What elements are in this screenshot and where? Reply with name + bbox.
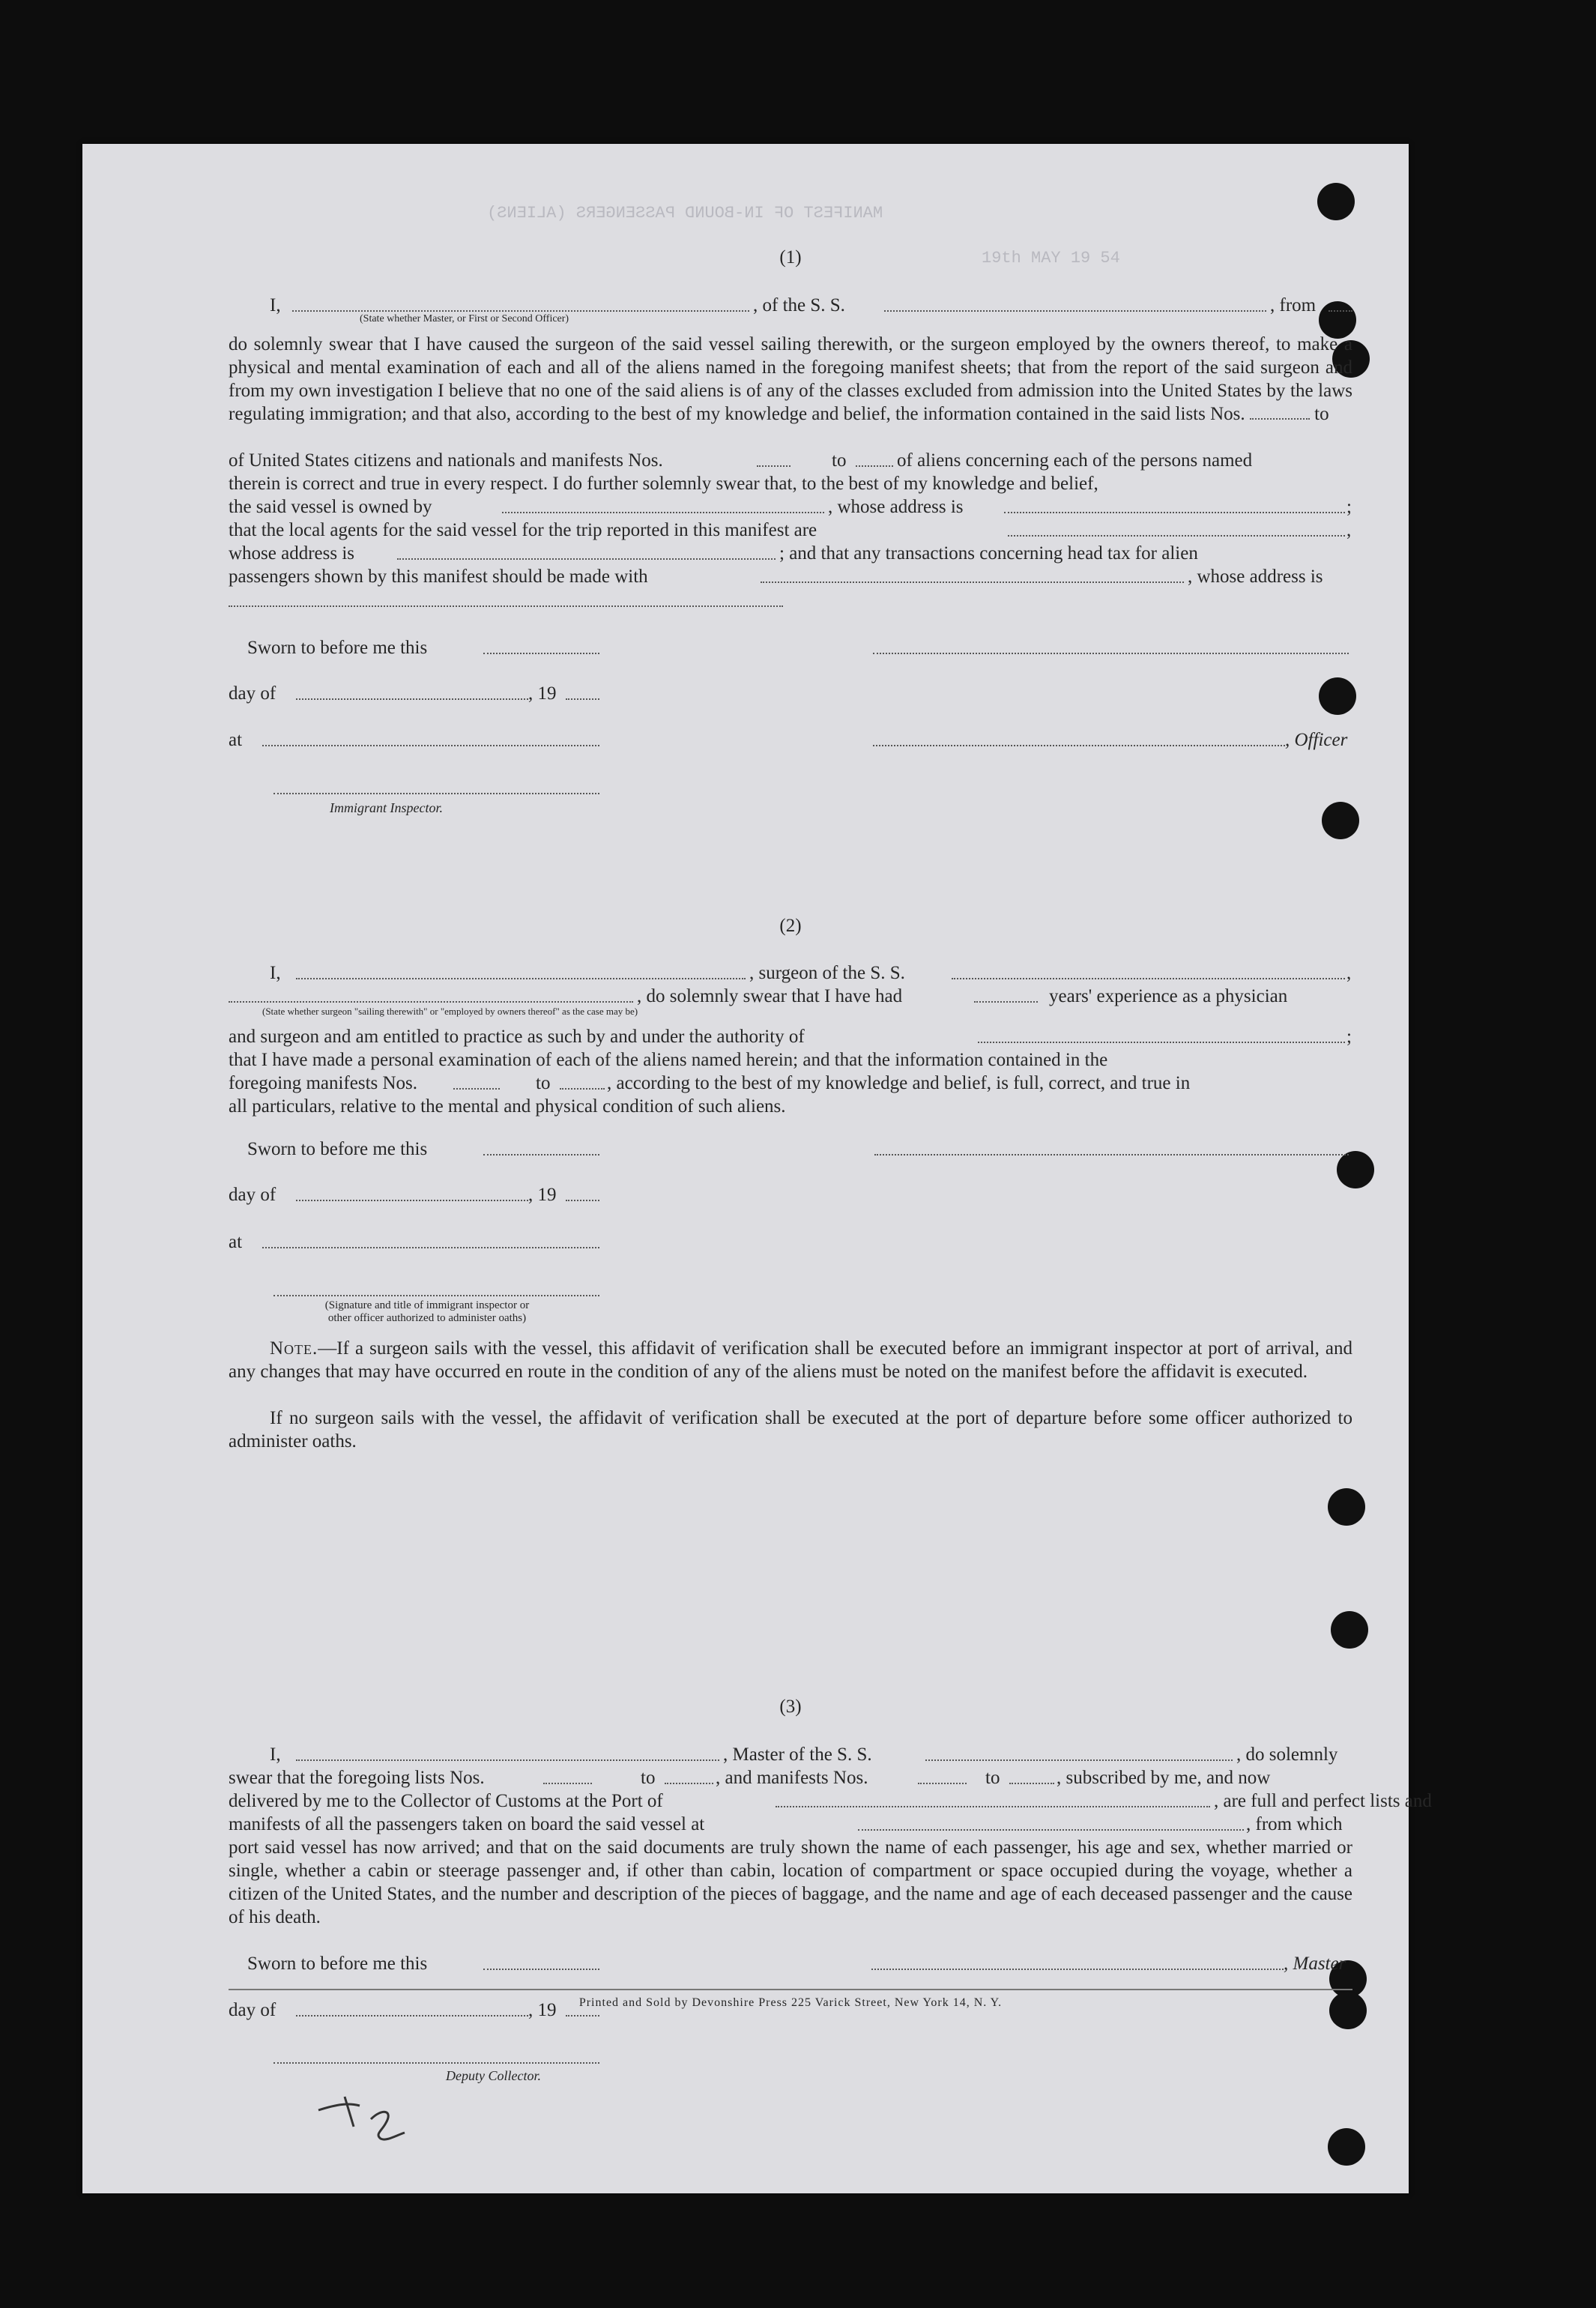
section-2-line-surgeon xyxy=(229,961,1352,985)
text-i: I, xyxy=(270,963,281,983)
text-master-of: , Master of the S. S. xyxy=(723,1744,872,1765)
manifest-page xyxy=(82,144,1432,2193)
manifest-to-blank xyxy=(560,1088,605,1090)
ship-blank xyxy=(884,310,1266,312)
lists-from-blank xyxy=(543,1783,592,1784)
owner-blank xyxy=(502,512,824,513)
text-of-ss: , of the S. S. xyxy=(753,295,845,315)
officer-caption: (State whether Master, or First or Second Officer) xyxy=(360,313,569,324)
agents-address-blank xyxy=(397,558,776,560)
signature-caption-line-2: other officer authorized to administer oaths) xyxy=(327,1312,527,1324)
text-do-solemnly: , do solemnly xyxy=(1236,1744,1338,1765)
section-2-day xyxy=(229,1183,1352,1206)
section-1-line-agents xyxy=(229,519,1352,542)
note-paragraph-2 xyxy=(229,1407,1352,1453)
text-to: to xyxy=(536,1073,551,1093)
collector-signature-line xyxy=(273,2062,599,2064)
master-signature-line xyxy=(871,1969,1284,1970)
text-from-which: , from which xyxy=(1246,1814,1343,1834)
punch-hole xyxy=(1328,2128,1365,2166)
text-passengers: passengers shown by this manifest should be made with xyxy=(229,567,648,587)
from-blank xyxy=(1329,310,1352,312)
text-at: at xyxy=(229,730,243,750)
section-3-line-master xyxy=(229,1743,1352,1766)
officer-title-line xyxy=(873,745,1285,746)
text-citizens: of United States citizens and nationals and manifests Nos. xyxy=(229,450,663,471)
text-full-perfect: , are full and perfect lists and xyxy=(1214,1791,1432,1811)
text-sworn: Sworn to before me this xyxy=(247,638,428,658)
authority-blank xyxy=(978,1042,1345,1043)
punch-hole xyxy=(1328,1488,1365,1526)
head-tax-address-blank xyxy=(229,605,783,607)
day-blank xyxy=(296,698,528,700)
day-blank xyxy=(296,1200,528,1201)
sworn-blank xyxy=(483,1154,599,1155)
text-semicolon: ; xyxy=(1346,497,1352,517)
text-sworn: Sworn to before me this xyxy=(247,1954,428,1974)
text-head-tax: ; and that any transactions concerning head tax for alien xyxy=(779,543,1198,564)
punch-hole xyxy=(1322,802,1359,839)
sworn-blank xyxy=(483,1969,599,1970)
year-blank xyxy=(566,698,599,700)
text-knowledge: , according to the best of my knowledge and belief, is full, correct, and true in xyxy=(607,1073,1191,1093)
section-3-line-lists xyxy=(229,1766,1352,1789)
inspector-signature-line xyxy=(273,1295,599,1296)
text-practice: and surgeon and am entitled to practice as such by and under the authority of xyxy=(229,1027,805,1047)
text-years: years' experience as a physician xyxy=(1049,986,1288,1006)
printer-footer: Printed and Sold by Devonshire Press 225 Varick Street, New York 14, N. Y. xyxy=(578,1996,1003,2009)
surgeon-type-blank xyxy=(229,1001,633,1003)
lists-to-blank xyxy=(665,1783,713,1784)
text-whose-address: , whose address is xyxy=(1188,567,1323,587)
master-ship-blank xyxy=(925,1759,1233,1761)
text-whose-address: , whose address is xyxy=(828,497,964,517)
bleed-through-date: 19th MAY 19 54 xyxy=(982,249,1120,268)
text-correct: therein is correct and true in every respect. I do further solemnly swear that, to the best of my knowledge and belief, xyxy=(229,474,1098,494)
head-tax-blank xyxy=(761,581,1184,583)
manifest-to-blank xyxy=(856,465,893,467)
text-surgeon-of: , surgeon of the S. S. xyxy=(749,963,905,983)
section-1-body xyxy=(229,333,1352,426)
lists-from-blank xyxy=(1250,418,1310,420)
section-1-body-text: do solemnly swear that I have caused the surgeon of the said vessel sailing therewith, or the surgeon employed by the owners thereof, to make a physical and mental examination of each and all of the aliens named in the foregoing manifest sheets; that from the report of the said surgeon and from my own investigation I believe that no one of the said aliens is of any of the classes excluded from admission into the United States by the laws regulating immigration; and that also, according to the best of my knowledge and belief, the information contained in the said lists Nos. xyxy=(229,334,1352,424)
text-day-of: day of xyxy=(229,2000,276,2020)
text-manifests: , and manifests Nos. xyxy=(716,1768,868,1788)
officer-signature-line xyxy=(873,653,1349,654)
text-officer: , Officer xyxy=(1285,730,1348,750)
handwritten-mark xyxy=(315,2089,427,2149)
section-2-line-manifests xyxy=(229,1072,1352,1095)
section-3-heading: (3) xyxy=(779,1697,802,1717)
text-delivered: delivered by me to the Collector of Customs at the Port of xyxy=(229,1791,663,1811)
section-1-line-correct xyxy=(229,472,1352,495)
day-blank xyxy=(296,2015,528,2017)
inspector-caption: Immigrant Inspector. xyxy=(330,800,443,815)
surgeon-name-blank xyxy=(296,978,746,979)
year-blank xyxy=(566,1200,599,1201)
name-blank xyxy=(292,310,749,312)
manifest-from-blank xyxy=(453,1088,500,1090)
section-1-sworn xyxy=(229,636,1352,659)
text-comma: , xyxy=(1346,520,1352,540)
section-3-line-delivered xyxy=(229,1789,1432,1813)
section-1-line-address xyxy=(229,542,1352,565)
text-19: , 19 xyxy=(528,1185,557,1205)
text-taken-on-board: manifests of all the passengers taken on board the said vessel at xyxy=(229,1814,705,1834)
footer-rule xyxy=(229,1989,1352,1990)
text-at: at xyxy=(229,1232,243,1252)
surgeon-caption: (State whether surgeon "sailing therewith" or "employed by owners thereof" as the case may be) xyxy=(262,1006,638,1017)
section-2-line-practice xyxy=(229,1025,1352,1048)
section-3-body xyxy=(229,1836,1352,1929)
text-day-of: day of xyxy=(229,683,276,704)
text-lists: swear that the foregoing lists Nos. xyxy=(229,1768,485,1788)
section-1-line-manifests xyxy=(229,449,1352,472)
bleed-through-text: MANIFEST OF IN-BOUND PASSENGERS (ALIENS) xyxy=(487,204,883,223)
text-particulars: all particulars, relative to the mental and physical condition of such aliens. xyxy=(229,1096,786,1117)
agents-blank xyxy=(1008,535,1345,537)
surgeon-signature-line xyxy=(874,1154,1349,1155)
section-1-line-owned xyxy=(229,495,1352,519)
text-to: to xyxy=(641,1768,656,1788)
punch-hole xyxy=(1331,1611,1368,1649)
text-aliens: of aliens concerning each of the persons named xyxy=(897,450,1253,471)
text-examination: that I have made a personal examination of each of the aliens named herein; and that the information contained in the xyxy=(229,1050,1108,1070)
manifests-from-blank xyxy=(918,1783,967,1784)
manifest-from-blank xyxy=(757,465,791,467)
section-3-body-text: port said vessel has now arrived; and that on the said documents are truly shown the name of each passenger, his age and sex, whether married or single, whether a cabin or steerage passenger and, if other than cabin, location of compartment or space occupied during the voyage, whether a citizen of the United States, and the number and description of the pieces of baggage, and the name and age of each deceased passenger and the cause of his death. xyxy=(229,1837,1352,1927)
deputy-collector-caption: Deputy Collector. xyxy=(446,2068,541,2083)
inspector-signature-line xyxy=(273,793,599,794)
text-day-of: day of xyxy=(229,1185,276,1205)
punch-hole xyxy=(1317,183,1355,220)
owner-address-blank xyxy=(1004,512,1345,513)
section-1-at xyxy=(229,728,1352,752)
at-blank xyxy=(262,745,599,746)
master-name-blank xyxy=(296,1759,719,1761)
text-from: , from xyxy=(1270,295,1317,315)
section-1-day xyxy=(229,682,1352,705)
text-whose-address: whose address is xyxy=(229,543,355,564)
text-i: I, xyxy=(270,1744,281,1765)
text-owned-by: the said vessel is owned by xyxy=(229,497,432,517)
text-subscribed: , subscribed by me, and now xyxy=(1057,1768,1271,1788)
section-1-heading: (1) xyxy=(779,247,802,268)
signature-caption-line-1: (Signature and title of immigrant inspector or xyxy=(324,1299,530,1311)
text-comma: , xyxy=(1346,963,1352,983)
surgeon-ship-blank xyxy=(952,978,1345,979)
sworn-blank xyxy=(483,653,599,654)
text-i: I, xyxy=(270,295,281,315)
section-3-line-taken xyxy=(229,1813,1352,1836)
text-sworn: Sworn to before me this xyxy=(247,1139,428,1159)
note-text: —If a surgeon sails with the vessel, this affidavit of verification shall be executed before an immigrant inspector at port of arrival, and any changes that may have occurred en route in the condition of any of the aliens must be noted on the manifest before the affidavit is executed. xyxy=(229,1338,1352,1382)
year-blank xyxy=(566,2015,599,2017)
section-2-at xyxy=(229,1230,1352,1254)
section-1-line-passengers xyxy=(229,565,1352,588)
section-2-heading: (2) xyxy=(779,916,802,936)
port-blank xyxy=(776,1806,1210,1807)
note-paragraph xyxy=(229,1337,1352,1383)
note-label: Note. xyxy=(270,1338,318,1359)
section-3-sworn xyxy=(229,1952,1352,1975)
text-master: , Master xyxy=(1284,1954,1346,1974)
section-2-line-examination xyxy=(229,1048,1352,1072)
section-2-line-particulars xyxy=(229,1095,1352,1118)
text-to: to xyxy=(1314,404,1329,424)
text-19: , 19 xyxy=(528,683,557,704)
section-2-line-swear xyxy=(229,985,1352,1008)
text-to: to xyxy=(985,1768,1000,1788)
text-manifests: foregoing manifests Nos. xyxy=(229,1073,418,1093)
text-semicolon: ; xyxy=(1346,1027,1352,1047)
years-blank xyxy=(974,1001,1038,1003)
text-agents: that the local agents for the said vessel for the trip reported in this manifest are xyxy=(229,520,817,540)
section-2-sworn xyxy=(229,1138,1352,1161)
text-to: to xyxy=(832,450,847,471)
at-blank xyxy=(262,1247,599,1248)
manifests-to-blank xyxy=(1009,1783,1054,1784)
text-swear: , do solemnly swear that I have had xyxy=(637,986,903,1006)
note-text-2: If no surgeon sails with the vessel, the affidavit of verification shall be executed at the port of departure before some officer authorized to administer oaths. xyxy=(229,1408,1352,1451)
departure-port-blank xyxy=(858,1829,1244,1831)
text-19: , 19 xyxy=(528,2000,557,2020)
signature-caption xyxy=(303,1299,551,1325)
